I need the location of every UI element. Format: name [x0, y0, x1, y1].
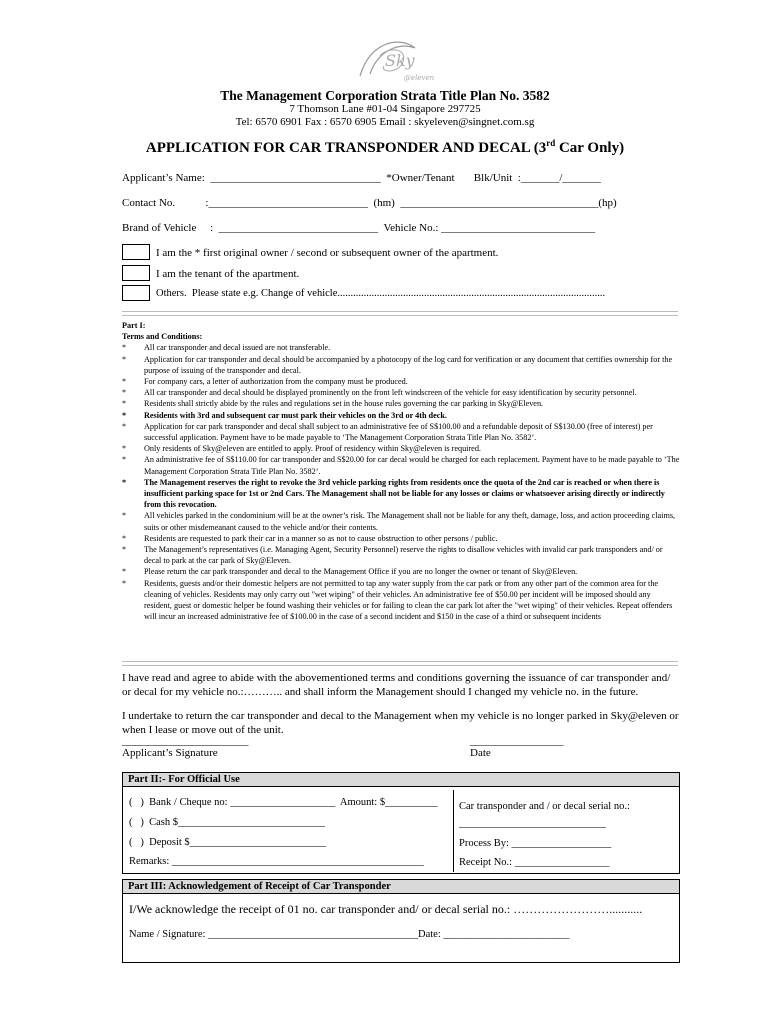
cash-field[interactable]: ( ) Cash $____________________________ — [129, 817, 325, 828]
terms-item — [122, 443, 680, 454]
date-label: Date — [470, 747, 491, 759]
org-contact: Tel: 6570 6901 Fax : 6570 6905 Email : skyeleven@singnet.com.sg — [235, 116, 535, 128]
bullet-star: * — [122, 533, 127, 543]
others-option-label: Others. Please state e.g. Change of vehicle...................................................................................................... — [156, 288, 606, 299]
panel-divider — [453, 790, 454, 872]
terms-item — [122, 421, 680, 443]
vehicle-field[interactable]: Brand of Vehicle : _____________________________ Vehicle No.: ____________________________ — [122, 222, 596, 234]
acknowledgement-panel — [122, 879, 680, 963]
bullet-star: * — [122, 399, 127, 409]
org-name: The Management Corporation Strata Title Plan No. 3582 — [220, 88, 550, 103]
part2-heading: Part II:- For Official Use — [123, 773, 679, 787]
terms-item — [122, 454, 680, 476]
terms-item-text: All vehicles parked in the condominium will be at the owner’s risk. The Management shall not be liable for any theft, damage, loss, and action proceeding claims, suits or other misdemeanant caused to the vehicle and/or their contents. — [144, 511, 676, 532]
bullet-star: * — [122, 354, 127, 364]
bullet-star: * — [122, 410, 127, 420]
serial-label: Car transponder and / or decal serial no.: — [459, 801, 630, 812]
bullet-star: * — [122, 377, 127, 387]
org-address: 7 Thomson Lane #01-04 Singapore 297725 — [289, 103, 481, 115]
terms-item — [122, 544, 680, 566]
terms-list — [122, 342, 680, 622]
terms-item — [122, 398, 680, 409]
name-signature-date-field[interactable]: Name / Signature: ________________________________________Date: ________________________ — [129, 929, 570, 940]
bullet-star: * — [122, 545, 127, 555]
undertaking-paragraph: I undertake to return the car transponder and decal to the Management when my vehicle is no longer parked in Sky@eleven or when I lease or move out of the unit. — [122, 710, 679, 736]
remarks-field[interactable]: Remarks: ________________________________________________ — [129, 856, 424, 867]
terms-item-text: Application for car park transponder and decal shall subject to an administrative fee of S$100.00 and a refundable deposit of S$130.00 (free of interest) per successful application. Payment have to be made payable to ‘The Management Corporation Strata Title Plan No. 3582’. — [144, 421, 653, 443]
terms-item — [122, 566, 680, 577]
agreement-paragraph: I have read and agree to abide with the abovementioned terms and conditions governing the issuance of car transponder and/ or decal for my vehicle no.:……….. and shall inform the Management should I changed my vehicle no. in the future. — [122, 672, 671, 698]
terms-item-text: For company cars, a letter of authorization from the company must be produced. — [144, 377, 408, 387]
signature-line[interactable]: _______________________ — [122, 735, 249, 747]
terms-item — [122, 533, 680, 544]
bullet-star: * — [122, 477, 127, 487]
date-line[interactable]: _________________ — [470, 735, 564, 747]
bank-cheque-field[interactable]: ( ) Bank / Cheque no: ____________________ Amount: $__________ — [129, 797, 438, 808]
terms-item-text: All car transponder and decal should be displayed prominently on the front left windscreen of the vehicle for easy identification by security personnel. — [144, 388, 637, 398]
acknowledgement-text: I/We acknowledge the receipt of 01 no. car transponder and/ or decal serial no.: ……………………........... — [129, 902, 643, 916]
bullet-star: * — [122, 511, 127, 521]
owner-checkbox[interactable] — [122, 244, 150, 260]
signature-label: Applicant’s Signature — [122, 747, 218, 759]
process-by-field[interactable]: Process By: ___________________ — [459, 838, 612, 849]
terms-item-text: Only residents of Sky@eleven are entitled to apply. Proof of residency within Sky@eleven is required. — [144, 444, 481, 454]
serial-field[interactable]: ____________________________ — [459, 818, 606, 829]
tenant-option-label: I am the tenant of the apartment. — [156, 268, 300, 280]
terms-item-text: Residents, guests and/or their domestic helpers are not permitted to tap any water supply from the car park or from any other part of the common area for the cleaning of vehicles. Residents may only carry out "wet wiping" of their vehicles. An administrative fee of $50.00 per incident will be imposed should any resident, guest or domestic helper be found washing their vehicles or for failing to clean the car park lot after the "wet wiping" of their vehicles. Repeat offenders will incur an increased administrative fee of $100.00 in the case of a second incident and $150 in the case of a third or subsequent incidents — [144, 578, 673, 622]
terms-item-text: Please return the car park transponder and decal to the Management Office if you are no longer the owner or tenant of Sky@Eleven. — [144, 567, 578, 577]
terms-item-text: The Management’s representatives (i.e. Managing Agent, Security Personnel) reserve the rights to disallow vehicles with invalid car park transponders and/ or decal to park at the car park of Sky@Eleven. — [144, 545, 663, 566]
bullet-star: * — [122, 567, 127, 577]
terms-item-text: Application for car transponder and decal should be accompanied by a photocopy of the log card for verification or any document that certifies ownership for the purpose of issuing of the transponder and decal. — [144, 354, 673, 375]
svg-text:@eleven: @eleven — [404, 74, 435, 82]
receipt-no-field[interactable]: Receipt No.: __________________ — [459, 857, 610, 868]
terms-item-text: An administrative fee of S$110.00 for car transponder and S$20.00 for car decal would be charged for each replacement. Payment have to be made payable to ‘The Management Corporation Strata Title Plan No. 3582’. — [144, 455, 680, 476]
terms-item-text: The Management reserves the right to revoke the 3rd vehicle parking rights from residents once the quota of the 2nd car is reached or when there is insufficient parking space for 1st or 2nd Cars. The Management shall not be liable for any losses or claims or whatsoever arising directly or indirectly from this revocation. — [144, 477, 665, 510]
bullet-star: * — [122, 455, 127, 465]
terms-item — [122, 578, 680, 623]
others-checkbox[interactable] — [122, 285, 150, 301]
tenant-checkbox[interactable] — [122, 265, 150, 281]
owner-option-label: I am the * first original owner / second or subsequent owner of the apartment. — [156, 247, 499, 259]
deposit-field[interactable]: ( ) Deposit $__________________________ — [129, 837, 327, 848]
terms-item-text: Residents are requested to park their car in a manner so as not to cause obstruction to other persons / public. — [144, 533, 498, 543]
bullet-star: * — [122, 388, 127, 398]
terms-heading: Terms and Conditions: — [122, 332, 203, 342]
terms-item — [122, 376, 680, 387]
bullet-star: * — [122, 578, 127, 588]
official-use-panel — [122, 772, 680, 874]
section-divider — [122, 661, 678, 666]
svg-text:Sky: Sky — [385, 51, 415, 70]
terms-item-text: Residents shall strictly abide by the rules and regulations set in the house rules governing the car parking in Sky@Eleven. — [144, 399, 544, 409]
terms-section — [122, 320, 680, 622]
bullet-star: * — [122, 421, 127, 431]
terms-item-text: Residents with 3rd and subsequent car must park their vehicles on the 3rd or 4th deck. — [144, 410, 447, 420]
applicant-name-field[interactable]: Applicant’s Name: _______________________________ *Owner/Tenant Blk/Unit :_______/_______ — [122, 172, 601, 184]
part1-label: Part I: — [122, 321, 146, 330]
bullet-star: * — [122, 444, 127, 454]
terms-item-text: All car transponder and decal issued are not transferable. — [144, 343, 331, 353]
terms-item — [122, 354, 680, 376]
terms-item — [122, 510, 680, 532]
terms-item — [122, 477, 680, 511]
form-title: APPLICATION FOR CAR TRANSPONDER AND DECAL (3rd Car Only) — [145, 138, 625, 156]
terms-item — [122, 410, 680, 421]
part3-heading: Part III: Acknowledgement of Receipt of Car Transponder — [123, 880, 679, 894]
section-divider — [122, 311, 678, 316]
sky-eleven-logo — [340, 36, 440, 86]
terms-item — [122, 387, 680, 398]
terms-item — [122, 342, 680, 353]
contact-number-field[interactable]: Contact No. :_____________________________ (hm) ____________________________________(hp) — [122, 197, 617, 209]
bullet-star: * — [122, 343, 127, 353]
